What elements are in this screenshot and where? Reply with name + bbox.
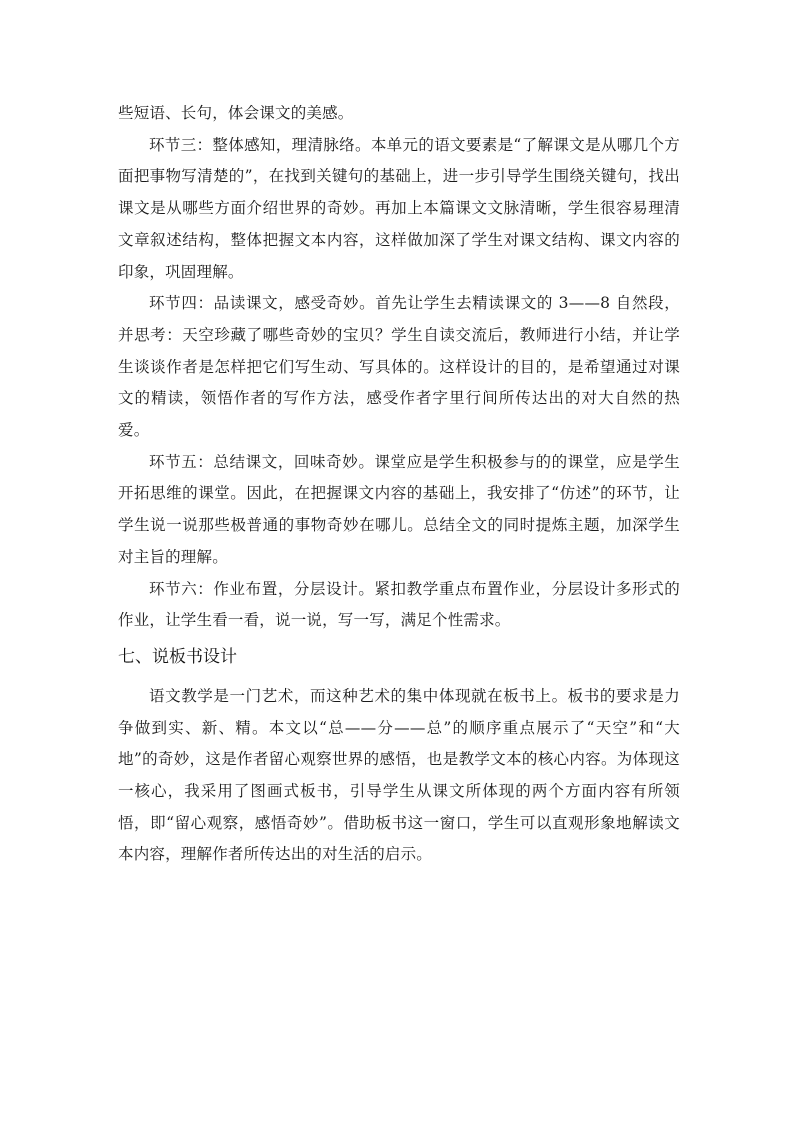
paragraph-step-three: 环节三：整体感知，理清脉络。本单元的语文要素是“了解课文是从哪几个方面把事物写清楚的”，在找到关键句的基础上，进一步引导学生围绕关键句，找出课文是从哪些方面介绍世界的奇妙。再加上本篇课文文脉清晰，学生很容易理清文章叙述结构，整体把握文本内容，这样做加深了学生对课文结构、课文内容的印象，巩固理解。	[118, 135, 680, 281]
paragraph-step-five: 环节五：总结课文，回味奇妙。课堂应是学生积极参与的的课堂，应是学生开拓思维的课堂。因此，在把握课文内容的基础上，我安排了“仿述”的环节，让学生说一说那些极普通的事物奇妙在哪儿。总结全文的同时提炼主题，加深学生对主旨的理解。	[118, 452, 680, 566]
document-body	[118, 98, 680, 871]
paragraph-continuation: 些短语、长句，体会课文的美感。	[118, 104, 354, 122]
paragraph-step-four: 环节四：品读课文，感受奇妙。首先让学生去精读课文的 3——8 自然段，并思考：天空珍藏了哪些奇妙的宝贝？学生自读交流后，教师进行小结，并让学生谈谈作者是怎样把它们写生动、写具体的。这样设计的目的，是希望通过对课文的精读，领悟作者的写作方法，感受作者字里行间所传达出的对大自然的热爱。	[118, 294, 680, 440]
paragraph-blackboard-design: 语文教学是一门艺术，而这种艺术的集中体现就在板书上。板书的要求是力争做到实、新、精。本文以“总——分——总”的顺序重点展示了“天空”和“大地”的奇妙，这是作者留心观察世界的感悟，也是教学文本的核心内容。为体现这一核心，我采用了图画式板书，引导学生从课文所体现的两个方面内容有所领悟，即“留心观察，感悟奇妙”。借助板书这一窗口，学生可以直观形象地解读文本内容，理解作者所传达出的对生活的启示。	[118, 686, 680, 864]
section-heading: 七、说板书设计	[118, 646, 237, 667]
paragraph-step-six: 环节六：作业布置，分层设计。紧扣教学重点布置作业，分层设计多形式的作业，让学生看一看，说一说，写一写，满足个性需求。	[118, 579, 680, 630]
